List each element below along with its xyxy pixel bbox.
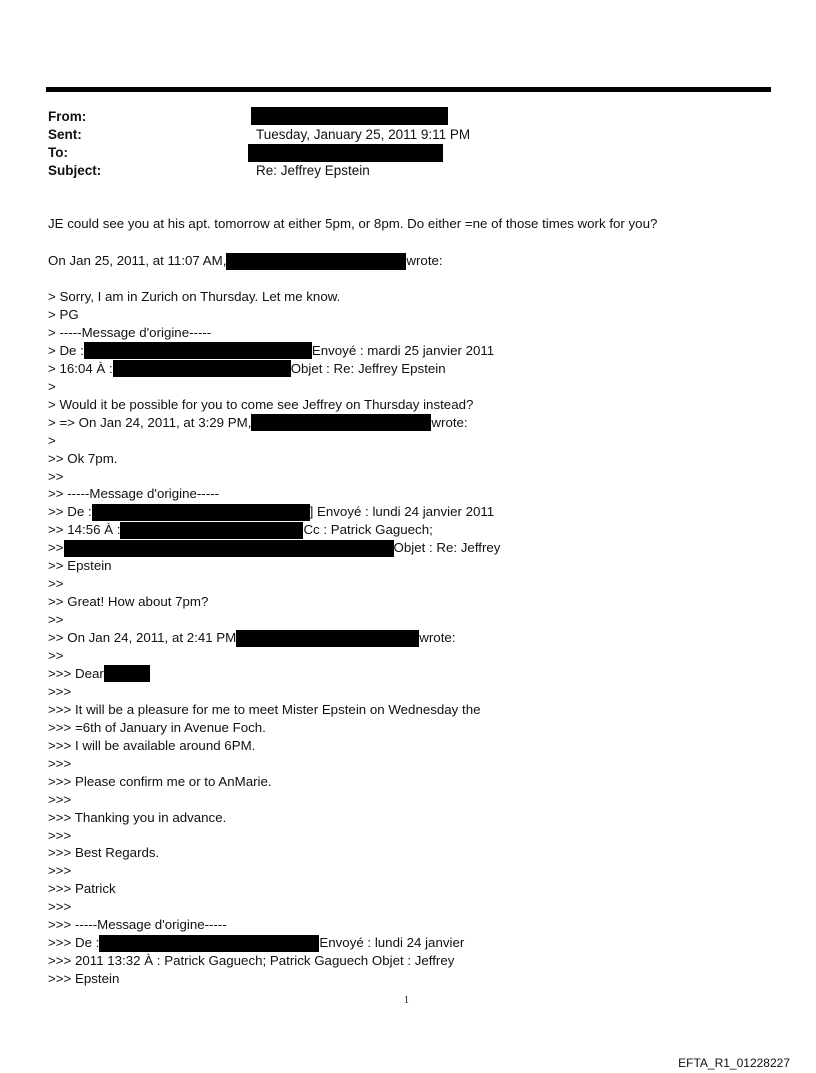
redaction (84, 342, 312, 359)
quoted-line-prefix: > De : (48, 342, 84, 358)
quoted-line-suffix: wrote: (431, 414, 468, 430)
from-redaction (251, 107, 448, 125)
quoted-line: >>> I will be available around 6PM. (48, 737, 256, 753)
quoted-line: >> (48, 612, 64, 628)
sent-label: Sent: (48, 127, 82, 142)
redaction (120, 522, 303, 539)
redaction (251, 414, 431, 431)
quoted-line-suffix: Envoyé : lundi 24 janvier (319, 935, 465, 951)
header-rule (46, 87, 771, 92)
quoted-line (48, 521, 433, 539)
quoted-line: >>> -----Message d'origine----- (48, 917, 227, 933)
from-label: From: (48, 109, 87, 124)
quoted-line-prefix: > => On Jan 24, 2011, at 3:29 PM, (48, 414, 252, 430)
quoted-line-suffix: wrote: (419, 630, 456, 646)
quoted-line: >>> Please confirm me or to AnMarie. (48, 773, 272, 789)
quoted-line-suffix: Objet : Re: Jeffrey (393, 540, 501, 556)
quoted-line-suffix: ] Envoyé : lundi 24 janvier 2011 (309, 504, 495, 520)
quoted-line-prefix: >> 14:56 À : (48, 522, 121, 538)
quoted-line: >>> =6th of January in Avenue Foch. (48, 719, 266, 735)
redaction (64, 540, 394, 557)
quoted-line: >>> (48, 827, 72, 843)
wrote-line-suffix: wrote: (406, 253, 443, 268)
redaction (236, 630, 419, 647)
quoted-line: > Sorry, I am in Zurich on Thursday. Let me know. (48, 289, 341, 304)
quoted-line: >> (48, 576, 64, 592)
subject-value: Re: Jeffrey Epstein (256, 163, 370, 178)
quoted-line: >>> (48, 899, 72, 915)
quoted-line: > (48, 378, 56, 394)
quoted-line: >>> (48, 863, 72, 879)
quoted-line-suffix: Envoyé : mardi 25 janvier 2011 (311, 342, 495, 358)
quoted-line (48, 629, 455, 647)
quoted-line: >>> Epstein (48, 971, 120, 987)
quoted-line: >> Epstein (48, 558, 112, 574)
quoted-line: >>> Thanking you in advance. (48, 809, 227, 825)
quoted-line (48, 503, 494, 521)
to-redaction (248, 144, 443, 162)
quoted-line: >>> Best Regards. (48, 845, 160, 861)
redaction (92, 504, 310, 521)
quoted-line: >> (48, 648, 64, 663)
quoted-line (48, 342, 494, 360)
quoted-line: >> (48, 468, 64, 484)
wrote-line (48, 252, 443, 270)
subject-label: Subject: (48, 163, 102, 178)
quoted-line: >>> Patrick (48, 881, 116, 897)
quoted-line: > Would it be possible for you to come see Jeffrey on Thursday instead? (48, 396, 474, 412)
quoted-line: >>> 2011 13:32 À : Patrick Gaguech; Patrick Gaguech Objet : Jeffrey (48, 953, 455, 969)
quoted-line: > -----Message d'origine----- (48, 324, 212, 340)
quoted-line-prefix: >>> Dear (48, 665, 104, 681)
quoted-line: > PG (48, 306, 79, 322)
redaction (104, 665, 150, 682)
sent-value: Tuesday, January 25, 2011 9:11 PM (256, 127, 471, 142)
quoted-line-prefix: > 16:04 À : (48, 360, 113, 376)
quoted-line: >> Great! How about 7pm? (48, 594, 209, 610)
quoted-line-suffix: Cc : Patrick Gaguech; (303, 522, 433, 538)
to-label: To: (48, 145, 68, 160)
quoted-line: > (48, 432, 56, 448)
page-number: 1 (404, 995, 409, 1006)
quoted-line (48, 934, 464, 952)
quoted-line: >>> (48, 683, 72, 699)
redaction (226, 253, 406, 270)
redaction (113, 360, 291, 377)
quoted-line-prefix: >> De : (48, 504, 92, 520)
document-id: EFTA_R1_01228227 (678, 1056, 790, 1070)
quoted-line (48, 414, 468, 432)
body-intro: JE could see you at his apt. tomorrow at either 5pm, or 8pm. Do either =ne of those times work for you? (48, 216, 658, 231)
quoted-line: >>> It will be a pleasure for me to meet Mister Epstein on Wednesday the (48, 701, 481, 717)
quoted-line-prefix: >> (48, 540, 64, 556)
quoted-line (48, 665, 150, 683)
quoted-line-prefix: >> On Jan 24, 2011, at 2:41 PM (48, 630, 237, 646)
redaction (99, 935, 319, 952)
quoted-line: >>> (48, 755, 72, 771)
quoted-line-suffix: Objet : Re: Jeffrey Epstein (290, 360, 446, 376)
quoted-line (48, 360, 446, 378)
quoted-line: >> -----Message d'origine----- (48, 486, 220, 502)
quoted-line-prefix: >>> De : (48, 935, 100, 951)
wrote-line-prefix: On Jan 25, 2011, at 11:07 AM, (48, 253, 227, 268)
quoted-line (48, 539, 500, 557)
quoted-line: >>> (48, 791, 72, 807)
quoted-line: >> Ok 7pm. (48, 450, 118, 466)
